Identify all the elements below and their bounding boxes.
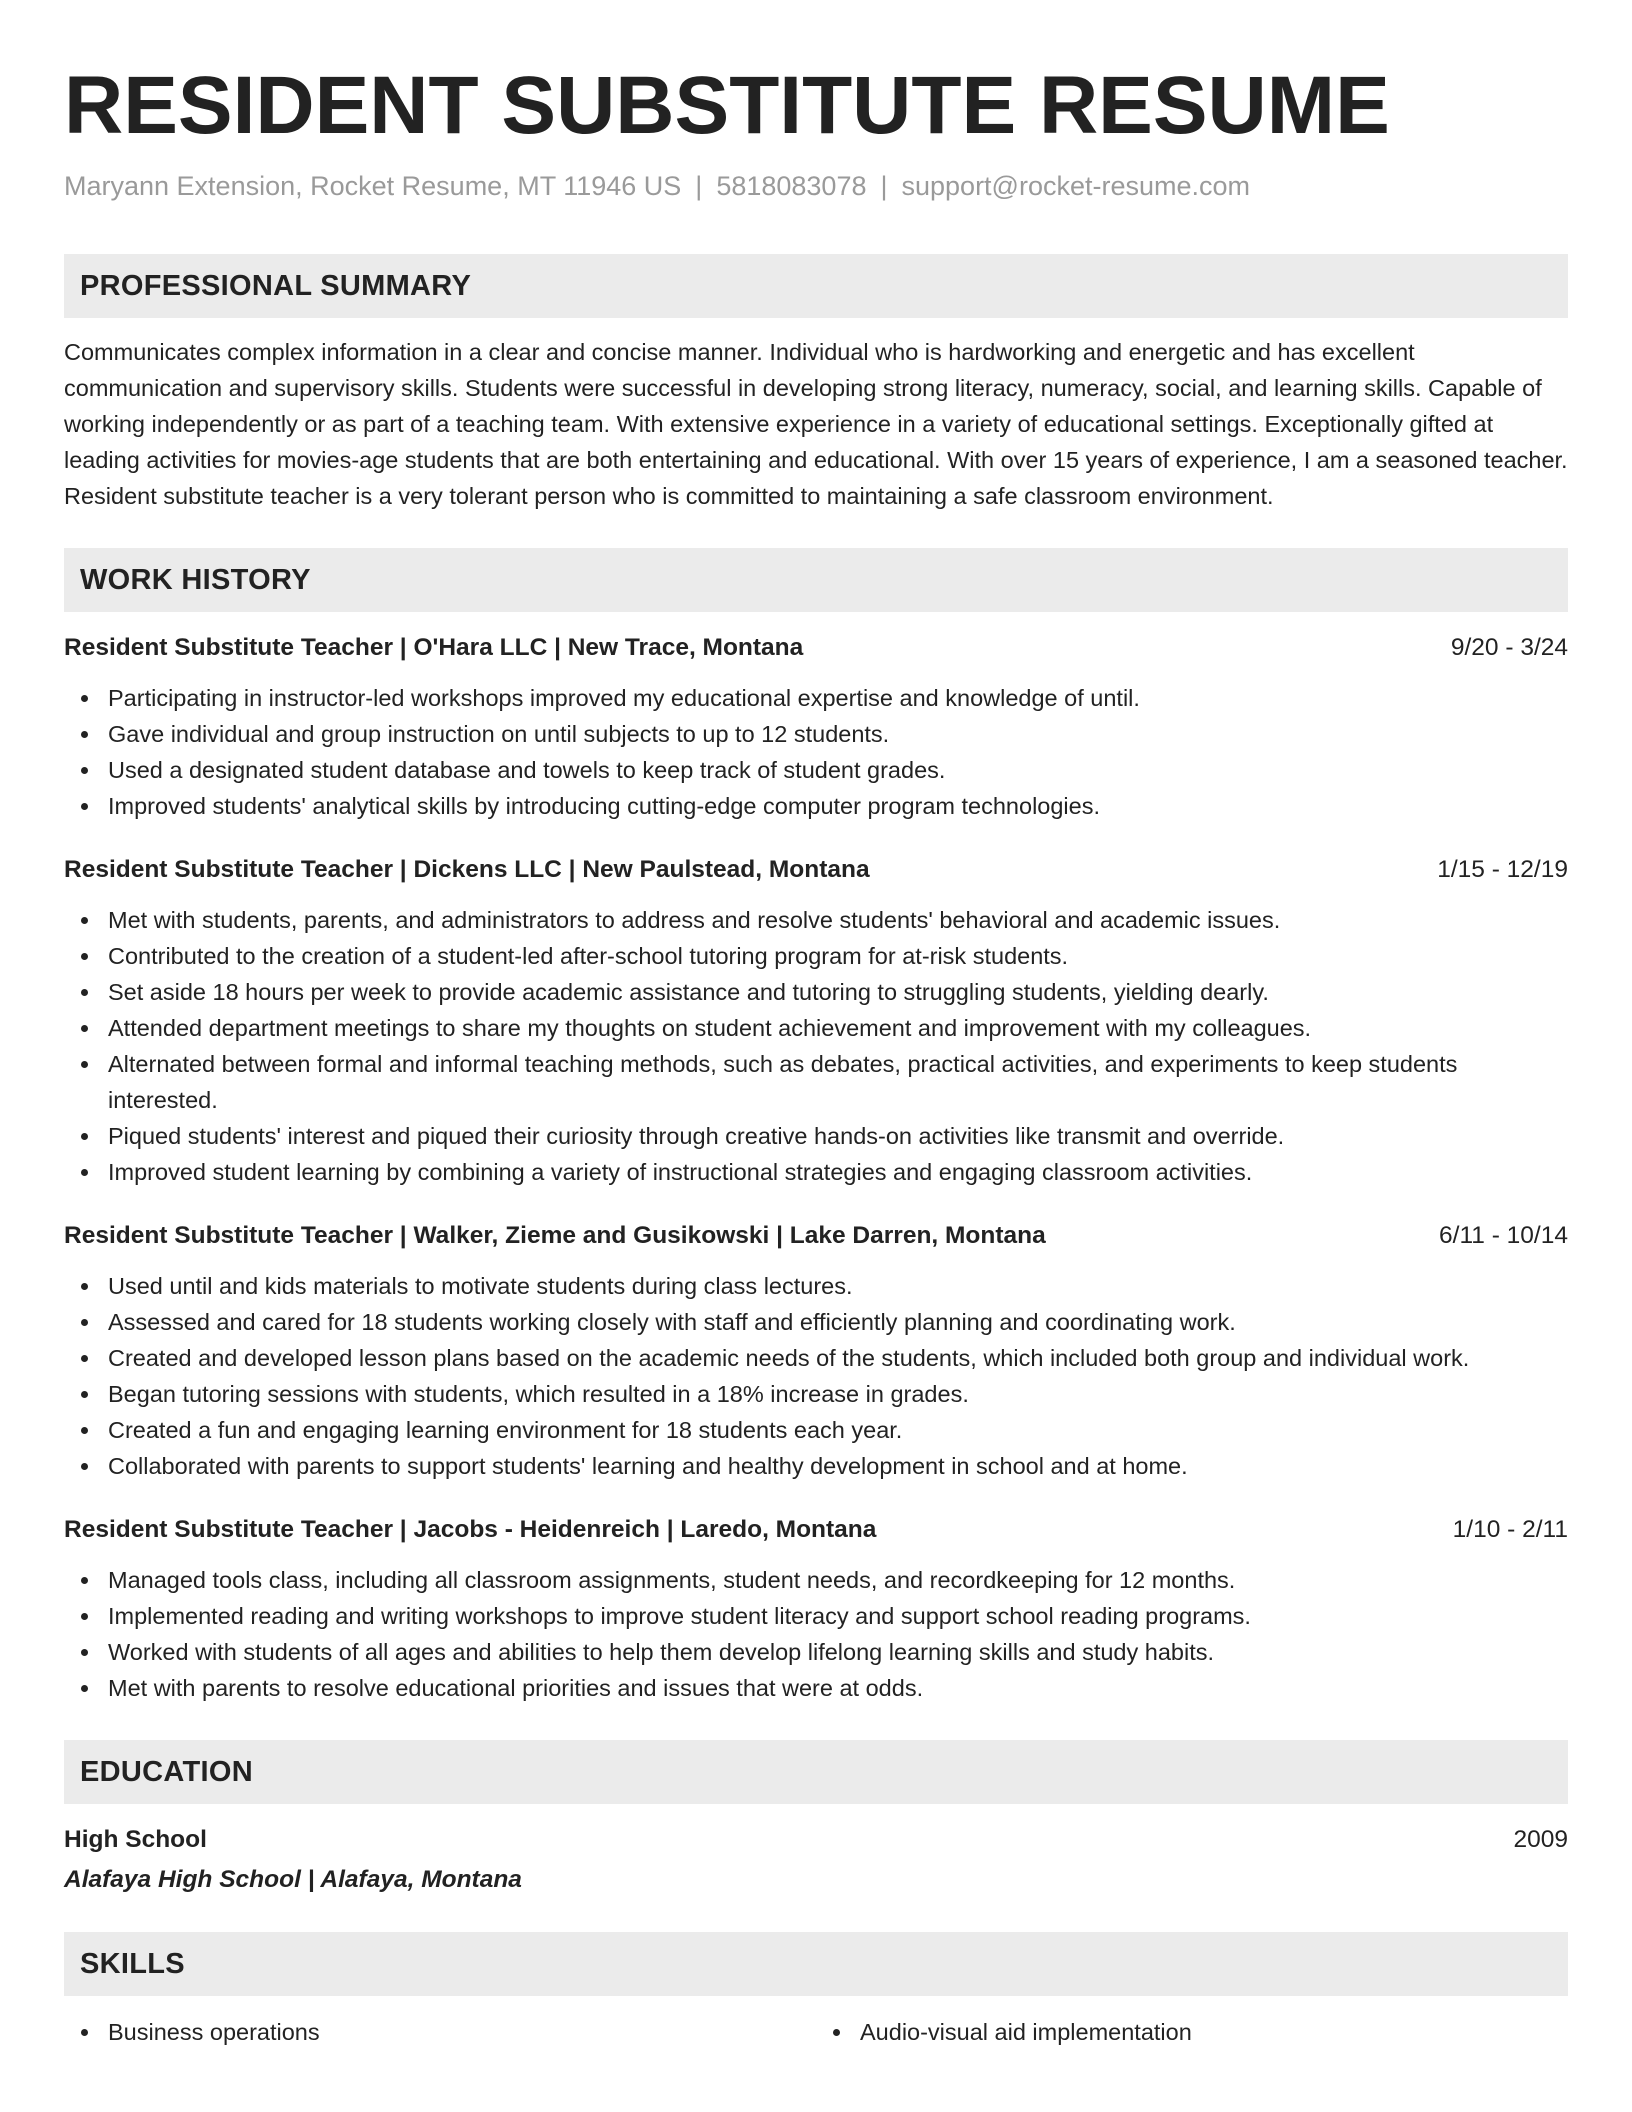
job-entry bbox=[64, 852, 1568, 1190]
list-item: Assessed and cared for 18 students working closely with staff and efficiently planning and coordinating work. bbox=[108, 1304, 1568, 1340]
skills-column-right bbox=[816, 2014, 1568, 2050]
resume-title: RESIDENT SUBSTITUTE RESUME bbox=[64, 60, 1390, 151]
list-item: Worked with students of all ages and abilities to help them develop lifelong learning skills and study habits. bbox=[108, 1634, 1568, 1670]
list-item: Improved students' analytical skills by introducing cutting-edge computer program technologies. bbox=[108, 788, 1568, 824]
contact-email: support@rocket-resume.com bbox=[901, 171, 1251, 201]
job-title: Resident Substitute Teacher | Dickens LLC | New Paulstead, Montana bbox=[64, 856, 870, 883]
section-heading-summary: PROFESSIONAL SUMMARY bbox=[64, 254, 1568, 318]
job-title: Resident Substitute Teacher | Walker, Zieme and Gusikowski | Lake Darren, Montana bbox=[64, 1222, 1046, 1249]
list-item: Participating in instructor-led workshops improved my educational expertise and knowledge of until. bbox=[108, 680, 1568, 716]
list-item: Used until and kids materials to motivate students during class lectures. bbox=[108, 1268, 1568, 1304]
section-heading-education: EDUCATION bbox=[64, 1740, 1568, 1804]
job-dates: 1/15 - 12/19 bbox=[1437, 856, 1568, 883]
list-item: Contributed to the creation of a student-led after-school tutoring program for at-risk students. bbox=[108, 938, 1568, 974]
list-item: Gave individual and group instruction on until subjects to up to 12 students. bbox=[108, 716, 1568, 752]
list-item: Set aside 18 hours per week to provide academic assistance and tutoring to struggling students, yielding dearly. bbox=[108, 974, 1568, 1010]
education-school: Alafaya High School | Alafaya, Montana bbox=[64, 1866, 522, 1893]
contact-line bbox=[64, 168, 1568, 204]
list-item: Improved student learning by combining a variety of instructional strategies and engaging classroom activities. bbox=[108, 1154, 1568, 1190]
job-title: Resident Substitute Teacher | O'Hara LLC | New Trace, Montana bbox=[64, 634, 804, 661]
section-heading-work-history: WORK HISTORY bbox=[64, 548, 1568, 612]
job-bullets bbox=[64, 1562, 1568, 1706]
contact-separator: | bbox=[880, 171, 888, 201]
job-bullets bbox=[64, 1268, 1568, 1484]
list-item: Created a fun and engaging learning environment for 18 students each year. bbox=[108, 1412, 1568, 1448]
summary-text: Communicates complex information in a clear and concise manner. Individual who is hardworking and energetic and has excellent communication and supervisory skills. Students were successful in developing strong literacy, numeracy, social, and learning skills. Capable of working independently or as part of a teaching team. With extensive experience in a variety of educational settings. Exceptionally gifted at leading activities for movies-age students that are both entertaining and educational. With over 15 years of experience, I am a seasoned teacher. Resident substitute teacher is a very tolerant person who is committed to maintaining a safe classroom environment. bbox=[64, 339, 1568, 509]
list-item: Used a designated student database and towels to keep track of student grades. bbox=[108, 752, 1568, 788]
section-heading-skills: SKILLS bbox=[64, 1932, 1568, 1996]
job-entry bbox=[64, 1512, 1568, 1706]
education-entry bbox=[64, 1822, 1568, 1898]
job-title: Resident Substitute Teacher | Jacobs - Heidenreich | Laredo, Montana bbox=[64, 1516, 877, 1543]
list-item: Managed tools class, including all classroom assignments, student needs, and recordkeeping for 12 months. bbox=[108, 1562, 1568, 1598]
list-item: Created and developed lesson plans based on the academic needs of the students, which included both group and individual work. bbox=[108, 1340, 1568, 1376]
skills-list bbox=[64, 2014, 1568, 2050]
job-dates: 9/20 - 3/24 bbox=[1450, 634, 1568, 661]
job-bullets bbox=[64, 902, 1568, 1190]
job-entry bbox=[64, 630, 1568, 824]
job-dates: 6/11 - 10/14 bbox=[1439, 1222, 1568, 1249]
education-year: 2009 bbox=[1513, 1826, 1568, 1853]
list-item: Began tutoring sessions with students, which resulted in a 18% increase in grades. bbox=[108, 1376, 1568, 1412]
skills-column-left bbox=[64, 2014, 816, 2050]
list-item: Implemented reading and writing workshops to improve student literacy and support school reading programs. bbox=[108, 1598, 1568, 1634]
contact-separator: | bbox=[695, 171, 703, 201]
contact-address: Maryann Extension, Rocket Resume, MT 11946 US bbox=[64, 171, 682, 201]
list-item: Attended department meetings to share my thoughts on student achievement and improvement with my colleagues. bbox=[108, 1010, 1568, 1046]
job-dates: 1/10 - 2/11 bbox=[1452, 1516, 1568, 1543]
contact-phone: 5818083078 bbox=[716, 171, 867, 201]
list-item: Alternated between formal and informal teaching methods, such as debates, practical activities, and experiments to keep students interested. bbox=[108, 1046, 1568, 1118]
list-item: Met with students, parents, and administrators to address and resolve students' behavioral and academic issues. bbox=[108, 902, 1568, 938]
education-degree: High School bbox=[64, 1826, 207, 1853]
list-item: Met with parents to resolve educational priorities and issues that were at odds. bbox=[108, 1670, 1568, 1706]
list-item: Piqued students' interest and piqued their curiosity through creative hands-on activities like transmit and override. bbox=[108, 1118, 1568, 1154]
list-item: Collaborated with parents to support students' learning and healthy development in school and at home. bbox=[108, 1448, 1568, 1484]
skill-item: Business operations bbox=[108, 2014, 816, 2050]
skill-item: Audio-visual aid implementation bbox=[860, 2014, 1568, 2050]
job-entry bbox=[64, 1218, 1568, 1484]
job-bullets bbox=[64, 680, 1568, 824]
